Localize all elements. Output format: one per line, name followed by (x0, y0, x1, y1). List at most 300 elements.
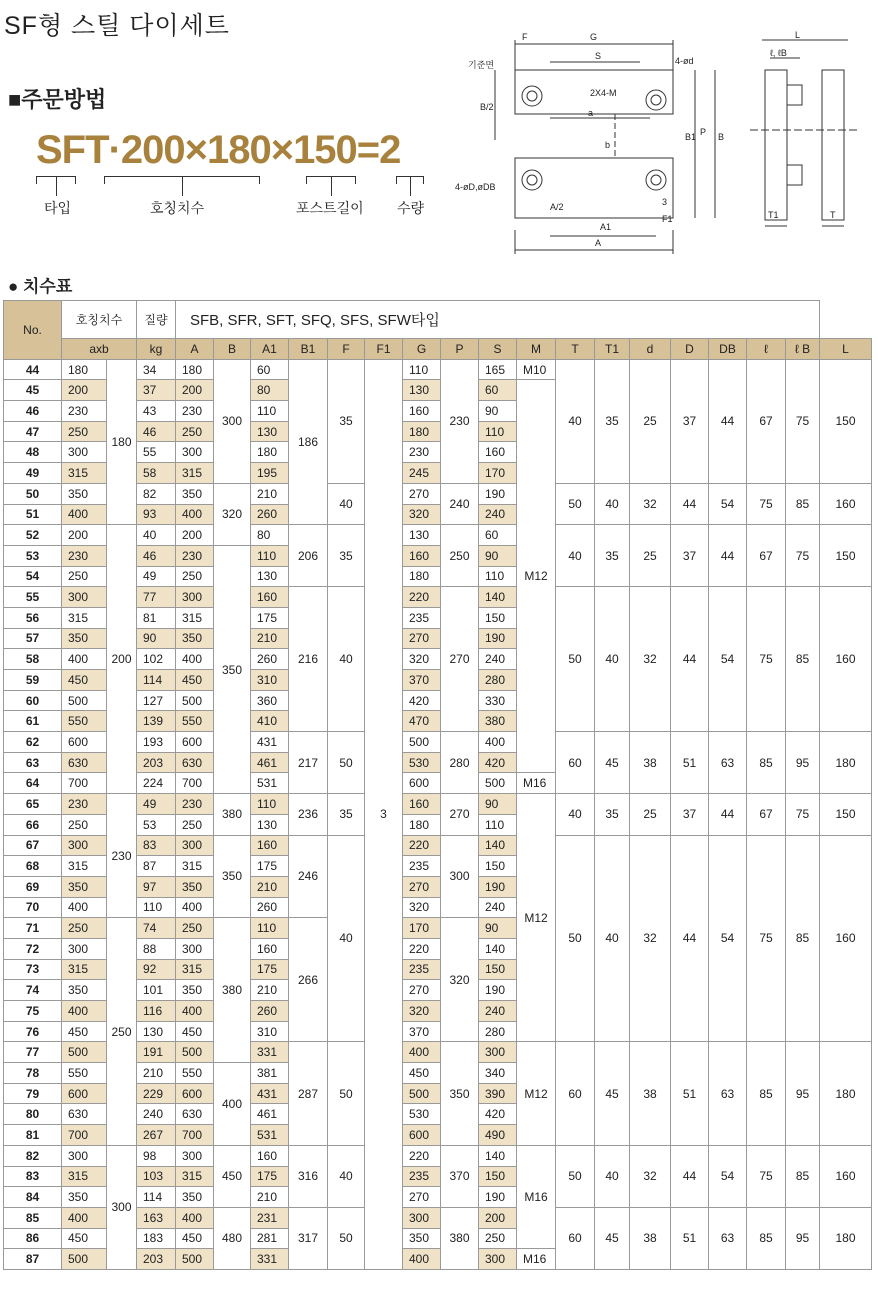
cell-spec: 60 (556, 1042, 595, 1145)
cell-P: 250 (441, 525, 479, 587)
cell-kg: 92 (137, 959, 176, 980)
bracket-stem (331, 176, 332, 196)
cell-spec: 95 (786, 732, 820, 794)
header-axb: axb (62, 339, 137, 360)
cell-M: M16 (517, 773, 556, 794)
bracket-stem (410, 176, 411, 196)
cell-B1: 186 (289, 359, 328, 525)
cell-G: 180 (403, 814, 441, 835)
cell-kg: 46 (137, 545, 176, 566)
cell-M: M16 (517, 1249, 556, 1270)
cell-S: 165 (479, 359, 517, 380)
dim-label: P (700, 127, 707, 137)
cell-A: 400 (176, 649, 214, 670)
cell-A1: 130 (251, 421, 289, 442)
cell-kg: 203 (137, 752, 176, 773)
cell-spec: 44 (709, 359, 747, 483)
dim-label: B (718, 132, 725, 142)
cell-S: 490 (479, 1125, 517, 1146)
label-post-length: 포스트길이 (296, 200, 364, 216)
cell-a: 400 (62, 1207, 107, 1228)
cell-kg: 49 (137, 566, 176, 587)
cell-P: 300 (441, 835, 479, 918)
cell-spec: 160 (820, 483, 872, 524)
dim-label: 2X4-M (590, 88, 617, 98)
header-nominal: 호칭치수 (62, 301, 137, 339)
cell-S: 300 (479, 1249, 517, 1270)
cell-spec: 75 (747, 483, 786, 524)
cell-A: 400 (176, 897, 214, 918)
cell-F: 50 (328, 1207, 365, 1269)
cell-no: 62 (4, 732, 62, 753)
cell-G: 160 (403, 401, 441, 422)
cell-G: 350 (403, 1228, 441, 1249)
cell-kg: 114 (137, 1187, 176, 1208)
cell-spec: 45 (595, 1042, 630, 1145)
cell-kg: 130 (137, 1021, 176, 1042)
header-no: No. (4, 301, 62, 360)
cell-A: 250 (176, 566, 214, 587)
cell-kg: 77 (137, 587, 176, 608)
cell-G: 220 (403, 587, 441, 608)
cell-G: 270 (403, 483, 441, 504)
cell-kg: 116 (137, 1001, 176, 1022)
cell-G: 180 (403, 421, 441, 442)
cell-no: 79 (4, 1083, 62, 1104)
cell-spec: 40 (556, 794, 595, 835)
cell-kg: 224 (137, 773, 176, 794)
cell-A: 300 (176, 1145, 214, 1166)
dim-label: 3 (662, 197, 668, 207)
cell-no: 82 (4, 1145, 62, 1166)
cell-S: 110 (479, 814, 517, 835)
cell-spec: 85 (747, 732, 786, 794)
cell-B1: 246 (289, 835, 328, 918)
cell-A1: 231 (251, 1207, 289, 1228)
cell-S: 140 (479, 835, 517, 856)
cell-G: 270 (403, 1187, 441, 1208)
cell-G: 235 (403, 959, 441, 980)
cell-S: 280 (479, 1021, 517, 1042)
cell-A1: 175 (251, 959, 289, 980)
cell-a: 250 (62, 566, 107, 587)
cell-A: 500 (176, 690, 214, 711)
cell-spec: 32 (630, 483, 671, 524)
cell-a: 315 (62, 1166, 107, 1187)
cell-spec: 85 (747, 1207, 786, 1269)
header-col: G (403, 339, 441, 360)
cell-A1: 180 (251, 442, 289, 463)
cell-P: 350 (441, 1042, 479, 1145)
cell-A: 450 (176, 670, 214, 691)
cell-A1: 130 (251, 566, 289, 587)
cell-A1: 210 (251, 1187, 289, 1208)
cell-A1: 381 (251, 1063, 289, 1084)
cell-a: 450 (62, 1021, 107, 1042)
cell-kg: 210 (137, 1063, 176, 1084)
dim-label: B1 (685, 132, 697, 142)
cell-no: 44 (4, 359, 62, 380)
cell-S: 140 (479, 938, 517, 959)
cell-A1: 260 (251, 1001, 289, 1022)
cell-A: 400 (176, 1001, 214, 1022)
cell-A1: 160 (251, 587, 289, 608)
header-col: M (517, 339, 556, 360)
cell-G: 300 (403, 1207, 441, 1228)
cell-A: 230 (176, 794, 214, 815)
cell-kg: 139 (137, 711, 176, 732)
bracket-stem (182, 176, 183, 196)
cell-spec: 50 (556, 587, 595, 732)
cell-A: 350 (176, 483, 214, 504)
cell-S: 140 (479, 1145, 517, 1166)
cell-no: 76 (4, 1021, 62, 1042)
cell-a: 400 (62, 504, 107, 525)
cell-kg: 58 (137, 463, 176, 484)
cell-a: 250 (62, 918, 107, 939)
cell-kg: 110 (137, 897, 176, 918)
cell-A: 400 (176, 504, 214, 525)
cell-no: 71 (4, 918, 62, 939)
cell-A1: 175 (251, 607, 289, 628)
cell-no: 77 (4, 1042, 62, 1063)
cell-A: 350 (176, 876, 214, 897)
cell-a: 230 (62, 401, 107, 422)
bushing-hole (646, 90, 666, 110)
cell-a: 600 (62, 732, 107, 753)
cell-G: 270 (403, 980, 441, 1001)
cell-A: 315 (176, 607, 214, 628)
cell-no: 78 (4, 1063, 62, 1084)
cell-kg: 229 (137, 1083, 176, 1104)
cell-G: 160 (403, 545, 441, 566)
cell-spec: 25 (630, 794, 671, 835)
cell-spec: 38 (630, 1207, 671, 1269)
cell-B1: 317 (289, 1207, 328, 1269)
cell-S: 190 (479, 1187, 517, 1208)
cell-kg: 191 (137, 1042, 176, 1063)
cell-G: 220 (403, 835, 441, 856)
cell-no: 46 (4, 401, 62, 422)
cell-kg: 46 (137, 421, 176, 442)
cell-A1: 210 (251, 980, 289, 1001)
cell-spec: 40 (595, 483, 630, 524)
cell-B: 480 (214, 1207, 251, 1269)
cell-S: 90 (479, 401, 517, 422)
cell-spec: 44 (709, 794, 747, 835)
header-col: T1 (595, 339, 630, 360)
cell-spec: 44 (671, 1145, 709, 1207)
cell-A1: 310 (251, 1021, 289, 1042)
cell-a: 315 (62, 463, 107, 484)
header-col: S (479, 339, 517, 360)
cell-M: M12 (517, 1042, 556, 1145)
cell-no: 60 (4, 690, 62, 711)
cell-A: 630 (176, 1104, 214, 1125)
cell-spec: 32 (630, 835, 671, 1042)
cell-A1: 360 (251, 690, 289, 711)
cell-kg: 102 (137, 649, 176, 670)
cell-A: 315 (176, 856, 214, 877)
cell-B1: 216 (289, 587, 328, 732)
cell-a: 450 (62, 670, 107, 691)
cell-S: 140 (479, 587, 517, 608)
cell-spec: 25 (630, 359, 671, 483)
cell-A: 300 (176, 938, 214, 959)
cell-a: 400 (62, 649, 107, 670)
side-view-post (822, 70, 844, 220)
cell-A: 550 (176, 711, 214, 732)
cell-kg: 43 (137, 401, 176, 422)
cell-no: 51 (4, 504, 62, 525)
header-types: SFB, SFR, SFT, SFQ, SFS, SFW타입 (176, 301, 820, 339)
cell-spec: 50 (556, 835, 595, 1042)
dim-label: L (795, 30, 801, 40)
cell-spec: 40 (595, 1145, 630, 1207)
cell-M: M16 (517, 1145, 556, 1248)
cell-b: 180 (107, 359, 137, 525)
cell-P: 270 (441, 794, 479, 835)
cell-F: 35 (328, 359, 365, 483)
cell-a: 700 (62, 773, 107, 794)
label-quantity: 수량 (397, 200, 425, 216)
cell-A: 250 (176, 814, 214, 835)
dim-label: ℓ, ℓB (770, 48, 787, 58)
cell-spec: 51 (671, 1042, 709, 1145)
cell-spec: 51 (671, 732, 709, 794)
page-title: SF형 스틸 다이세트 (4, 12, 230, 40)
cell-F: 40 (328, 483, 365, 524)
cell-spec: 32 (630, 587, 671, 732)
cell-A1: 110 (251, 918, 289, 939)
cell-spec: 35 (595, 794, 630, 835)
cell-kg: 240 (137, 1104, 176, 1125)
cell-kg: 53 (137, 814, 176, 835)
header-col: ℓ (747, 339, 786, 360)
dimension-table-heading: ● 치수표 (8, 277, 73, 296)
cell-a: 550 (62, 1063, 107, 1084)
cell-kg: 183 (137, 1228, 176, 1249)
cell-A1: 210 (251, 628, 289, 649)
cell-no: 81 (4, 1125, 62, 1146)
cell-G: 370 (403, 670, 441, 691)
cell-no: 54 (4, 566, 62, 587)
cell-no: 50 (4, 483, 62, 504)
cell-no: 75 (4, 1001, 62, 1022)
cell-spec: 75 (786, 794, 820, 835)
cell-A: 200 (176, 380, 214, 401)
cell-F: 50 (328, 1042, 365, 1145)
cell-spec: 85 (747, 1042, 786, 1145)
cell-B1: 316 (289, 1145, 328, 1207)
cell-A: 500 (176, 1249, 214, 1270)
cell-G: 600 (403, 773, 441, 794)
cell-A1: 260 (251, 504, 289, 525)
cell-no: 66 (4, 814, 62, 835)
cell-a: 200 (62, 380, 107, 401)
dim-label: A1 (600, 222, 612, 232)
order-method-heading: ■주문방법 (8, 87, 107, 112)
cell-A: 550 (176, 1063, 214, 1084)
cell-S: 240 (479, 504, 517, 525)
label-type: 타입 (44, 200, 72, 216)
cell-a: 300 (62, 442, 107, 463)
cell-F: 40 (328, 1145, 365, 1207)
cell-no: 80 (4, 1104, 62, 1125)
cell-S: 500 (479, 773, 517, 794)
cell-A: 450 (176, 1021, 214, 1042)
cell-a: 350 (62, 483, 107, 504)
cell-no: 56 (4, 607, 62, 628)
cell-a: 200 (62, 525, 107, 546)
cell-G: 235 (403, 1166, 441, 1187)
cell-spec: 63 (709, 1042, 747, 1145)
cell-spec: 160 (820, 1145, 872, 1207)
cell-kg: 87 (137, 856, 176, 877)
cell-S: 300 (479, 1042, 517, 1063)
cell-P: 230 (441, 359, 479, 483)
header-col: B1 (289, 339, 328, 360)
cell-kg: 90 (137, 628, 176, 649)
cell-no: 52 (4, 525, 62, 546)
cell-kg: 82 (137, 483, 176, 504)
cell-S: 110 (479, 566, 517, 587)
cell-b: 230 (107, 794, 137, 918)
cell-A1: 60 (251, 359, 289, 380)
cell-spec: 180 (820, 732, 872, 794)
header-col: F1 (365, 339, 403, 360)
cell-A: 315 (176, 463, 214, 484)
cell-spec: 150 (820, 359, 872, 483)
cell-a: 350 (62, 980, 107, 1001)
cell-no: 65 (4, 794, 62, 815)
cell-A: 300 (176, 587, 214, 608)
cell-a: 500 (62, 1042, 107, 1063)
cell-A: 400 (176, 1207, 214, 1228)
dim-label: a (588, 108, 594, 118)
cell-a: 350 (62, 876, 107, 897)
cell-kg: 127 (137, 690, 176, 711)
dim-label: 기준면 (468, 60, 495, 70)
cell-S: 110 (479, 421, 517, 442)
cell-no: 57 (4, 628, 62, 649)
cell-kg: 37 (137, 380, 176, 401)
cell-spec: 95 (786, 1207, 820, 1269)
cell-kg: 103 (137, 1166, 176, 1187)
cell-kg: 101 (137, 980, 176, 1001)
cell-S: 340 (479, 1063, 517, 1084)
cell-F: 35 (328, 525, 365, 587)
cell-spec: 25 (630, 525, 671, 587)
cell-a: 500 (62, 690, 107, 711)
cell-no: 49 (4, 463, 62, 484)
cell-kg: 40 (137, 525, 176, 546)
cell-no: 72 (4, 938, 62, 959)
cell-a: 230 (62, 794, 107, 815)
cell-P: 370 (441, 1145, 479, 1207)
cell-G: 110 (403, 359, 441, 380)
cell-A1: 461 (251, 752, 289, 773)
dim-label: G (590, 32, 598, 42)
cell-G: 500 (403, 1083, 441, 1104)
cell-spec: 180 (820, 1207, 872, 1269)
cell-M: M12 (517, 794, 556, 1042)
cell-spec: 54 (709, 1145, 747, 1207)
cell-spec: 60 (556, 1207, 595, 1269)
cell-G: 130 (403, 380, 441, 401)
bushing-hole (522, 170, 542, 190)
cell-spec: 44 (671, 835, 709, 1042)
cell-spec: 37 (671, 359, 709, 483)
cell-no: 69 (4, 876, 62, 897)
cell-a: 630 (62, 1104, 107, 1125)
cell-S: 420 (479, 752, 517, 773)
cell-S: 90 (479, 545, 517, 566)
cell-G: 320 (403, 897, 441, 918)
header-col: d (630, 339, 671, 360)
cell-S: 160 (479, 442, 517, 463)
cell-G: 320 (403, 649, 441, 670)
cell-spec: 160 (820, 835, 872, 1042)
cell-A1: 310 (251, 670, 289, 691)
cell-A1: 281 (251, 1228, 289, 1249)
cell-b: 200 (107, 525, 137, 794)
cell-a: 315 (62, 856, 107, 877)
cell-A: 700 (176, 1125, 214, 1146)
cell-spec: 40 (556, 525, 595, 587)
cell-B: 350 (214, 835, 251, 918)
cell-a: 250 (62, 814, 107, 835)
cell-no: 58 (4, 649, 62, 670)
cell-G: 320 (403, 504, 441, 525)
cell-kg: 267 (137, 1125, 176, 1146)
cell-S: 380 (479, 711, 517, 732)
cell-spec: 75 (786, 359, 820, 483)
cell-spec: 35 (595, 525, 630, 587)
cell-S: 250 (479, 1228, 517, 1249)
cell-no: 68 (4, 856, 62, 877)
cell-spec: 37 (671, 525, 709, 587)
cell-S: 200 (479, 1207, 517, 1228)
cell-A1: 110 (251, 401, 289, 422)
cell-A: 250 (176, 918, 214, 939)
cell-S: 150 (479, 856, 517, 877)
cell-kg: 88 (137, 938, 176, 959)
cell-G: 320 (403, 1001, 441, 1022)
dim-label: A/2 (550, 202, 564, 212)
cell-S: 90 (479, 918, 517, 939)
cell-F1: 3 (365, 359, 403, 1269)
dim-label: F (522, 32, 528, 42)
cell-spec: 44 (671, 483, 709, 524)
cell-a: 400 (62, 1001, 107, 1022)
cell-S: 150 (479, 1166, 517, 1187)
cell-a: 600 (62, 1083, 107, 1104)
cell-M: M10 (517, 359, 556, 380)
cell-spec: 54 (709, 587, 747, 732)
cell-kg: 93 (137, 504, 176, 525)
cell-A1: 210 (251, 483, 289, 504)
cell-A1: 410 (251, 711, 289, 732)
cell-spec: 67 (747, 794, 786, 835)
cell-a: 300 (62, 835, 107, 856)
cell-spec: 180 (820, 1042, 872, 1145)
cell-no: 61 (4, 711, 62, 732)
cell-spec: 75 (747, 587, 786, 732)
cell-b: 300 (107, 1145, 137, 1269)
cell-S: 150 (479, 959, 517, 980)
cell-A1: 331 (251, 1249, 289, 1270)
